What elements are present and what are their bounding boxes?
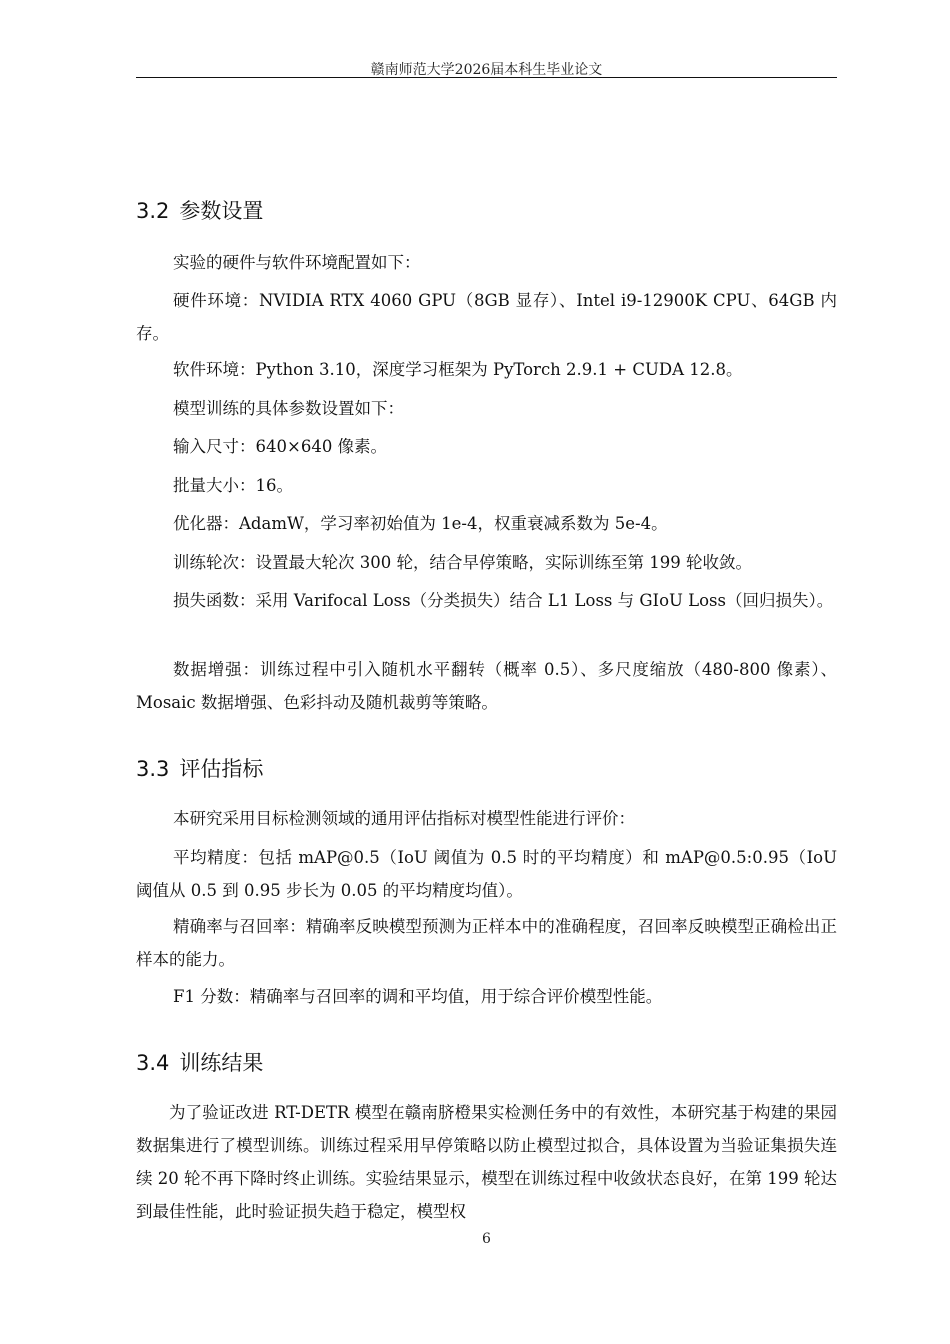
paragraph: 本研究采用目标检测领域的通用评估指标对模型性能进行评价： bbox=[173, 809, 635, 828]
paragraph: 模型训练的具体参数设置如下： bbox=[173, 399, 404, 418]
running-header: 赣南师范大学2026届本科生毕业论文 bbox=[370, 62, 603, 78]
section-title: 参数设置 bbox=[179, 199, 264, 223]
page-number: 6 bbox=[482, 1231, 491, 1247]
paragraph: F1 分数：精确率与召回率的调和平均值，用于综合评价模型性能。 bbox=[173, 987, 663, 1006]
paragraph: 数据增强：训练过程中引入随机水平翻转（概率 0.5）、多尺度缩放（480-800 像素）、Mosaic 数据增强、色彩抖动及随机裁剪等策略。 bbox=[136, 660, 837, 712]
section-title: 训练结果 bbox=[179, 1051, 264, 1075]
paragraph: 损失函数：采用 Varifocal Loss（分类损失）结合 L1 Loss 与 GIoU Loss（回归损失）。 bbox=[173, 591, 834, 610]
paragraph: 实验的硬件与软件环境配置如下： bbox=[173, 253, 421, 272]
paragraph: 平均精度：包括 mAP@0.5（IoU 阈值为 0.5 时的平均精度）和 mAP@0.5:0.95（IoU 阈值从 0.5 到 0.95 步长为 0.05 的平均精度均值）。 bbox=[136, 848, 837, 900]
section-number: 3.4 bbox=[136, 1051, 170, 1075]
paragraph: 软件环境：Python 3.10，深度学习框架为 PyTorch 2.9.1 + CUDA 12.8。 bbox=[173, 360, 743, 379]
paragraph: 输入尺寸：640×640 像素。 bbox=[173, 437, 388, 456]
section-heading-3-2 bbox=[136, 195, 263, 225]
header-rule bbox=[136, 77, 837, 78]
paragraph: 批量大小：16。 bbox=[173, 476, 293, 495]
section-number: 3.2 bbox=[136, 199, 170, 223]
paragraph: 硬件环境：NVIDIA RTX 4060 GPU（8GB 显存）、Intel i9-12900K CPU、64GB 内存。 bbox=[136, 291, 837, 343]
paragraph: 精确率与召回率：精确率反映模型预测为正样本中的准确程度，召回率反映模型正确检出正样本的能力。 bbox=[136, 917, 837, 969]
section-heading-3-3 bbox=[136, 753, 263, 783]
paragraph: 为了验证改进 RT-DETR 模型在赣南脐橙果实检测任务中的有效性，本研究基于构建的果园数据集进行了模型训练。训练过程采用早停策略以防止模型过拟合，具体设置为当验证集损失连续 20 轮不再下降时终止训练。实验结果显示，模型在训练过程中收敛状态良好，在第 199 轮达到最佳性能，此时验证损失趋于稳定，模型权 bbox=[136, 1103, 837, 1221]
section-number: 3.3 bbox=[136, 757, 170, 781]
paragraph: 训练轮次：设置最大轮次 300 轮，结合早停策略，实际训练至第 199 轮收敛。 bbox=[173, 553, 752, 572]
section-title: 评估指标 bbox=[179, 757, 264, 781]
section-heading-3-4 bbox=[136, 1047, 263, 1077]
paragraph: 优化器：AdamW，学习率初始值为 1e-4，权重衰减系数为 5e-4。 bbox=[173, 514, 668, 533]
